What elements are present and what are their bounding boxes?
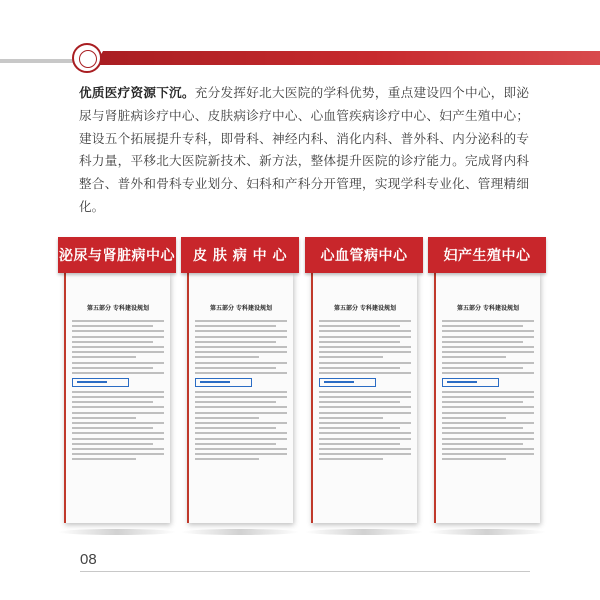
highlight-box — [442, 378, 499, 387]
document-title: 第五部分 专科建设规划 — [86, 305, 150, 312]
document-thumbnail — [311, 273, 417, 523]
center-card-cardiovascular — [305, 237, 423, 535]
intro-body: 充分发挥好北大医院的学科优势，重点建设四个中心，即泌尿与肾脏病诊疗中心、皮肤病诊疗中心、心血管疾病诊疗中心、妇产生殖中心；建设五个拓展提升专科，即骨科、神经内科、消化内科、普外科、内分泌科的专科力量，平移北大医院新技术、新方法，整体提升医院的诊疗能力。完成肾内科整合、普外和骨科专业划分、妇科和产科分开管理，实现学科专业化、管理精细化。 — [79, 85, 530, 214]
intro-paragraph — [79, 82, 529, 219]
page-number: 08 — [80, 551, 97, 568]
center-card-label: 泌尿与肾脏病中心 — [58, 237, 176, 273]
center-card-reproductive — [428, 237, 546, 535]
header-red-bar — [95, 51, 600, 65]
document-title: 第五部分 专科建设规划 — [333, 305, 397, 312]
center-card-label: 妇产生殖中心 — [428, 237, 546, 273]
hospital-logo-icon — [72, 43, 102, 73]
footer-divider — [80, 571, 530, 572]
center-card-dermatology — [181, 237, 299, 535]
card-shadow — [305, 529, 423, 535]
card-shadow — [428, 529, 546, 535]
document-thumbnail — [434, 273, 540, 523]
highlight-box — [195, 378, 252, 387]
document-thumbnail — [187, 273, 293, 523]
center-card-label: 皮 肤 病 中 心 — [181, 237, 299, 273]
center-card-urology — [58, 237, 176, 535]
center-card-label: 心血管病中心 — [305, 237, 423, 273]
document-title: 第五部分 专科建设规划 — [209, 305, 273, 312]
highlight-box — [319, 378, 376, 387]
intro-lead: 优质医疗资源下沉。 — [79, 85, 195, 100]
header-gray-rule — [0, 59, 80, 63]
highlight-box — [72, 378, 129, 387]
card-shadow — [181, 529, 299, 535]
document-thumbnail — [64, 273, 170, 523]
document-title: 第五部分 专科建设规划 — [456, 305, 520, 312]
card-shadow — [58, 529, 176, 535]
